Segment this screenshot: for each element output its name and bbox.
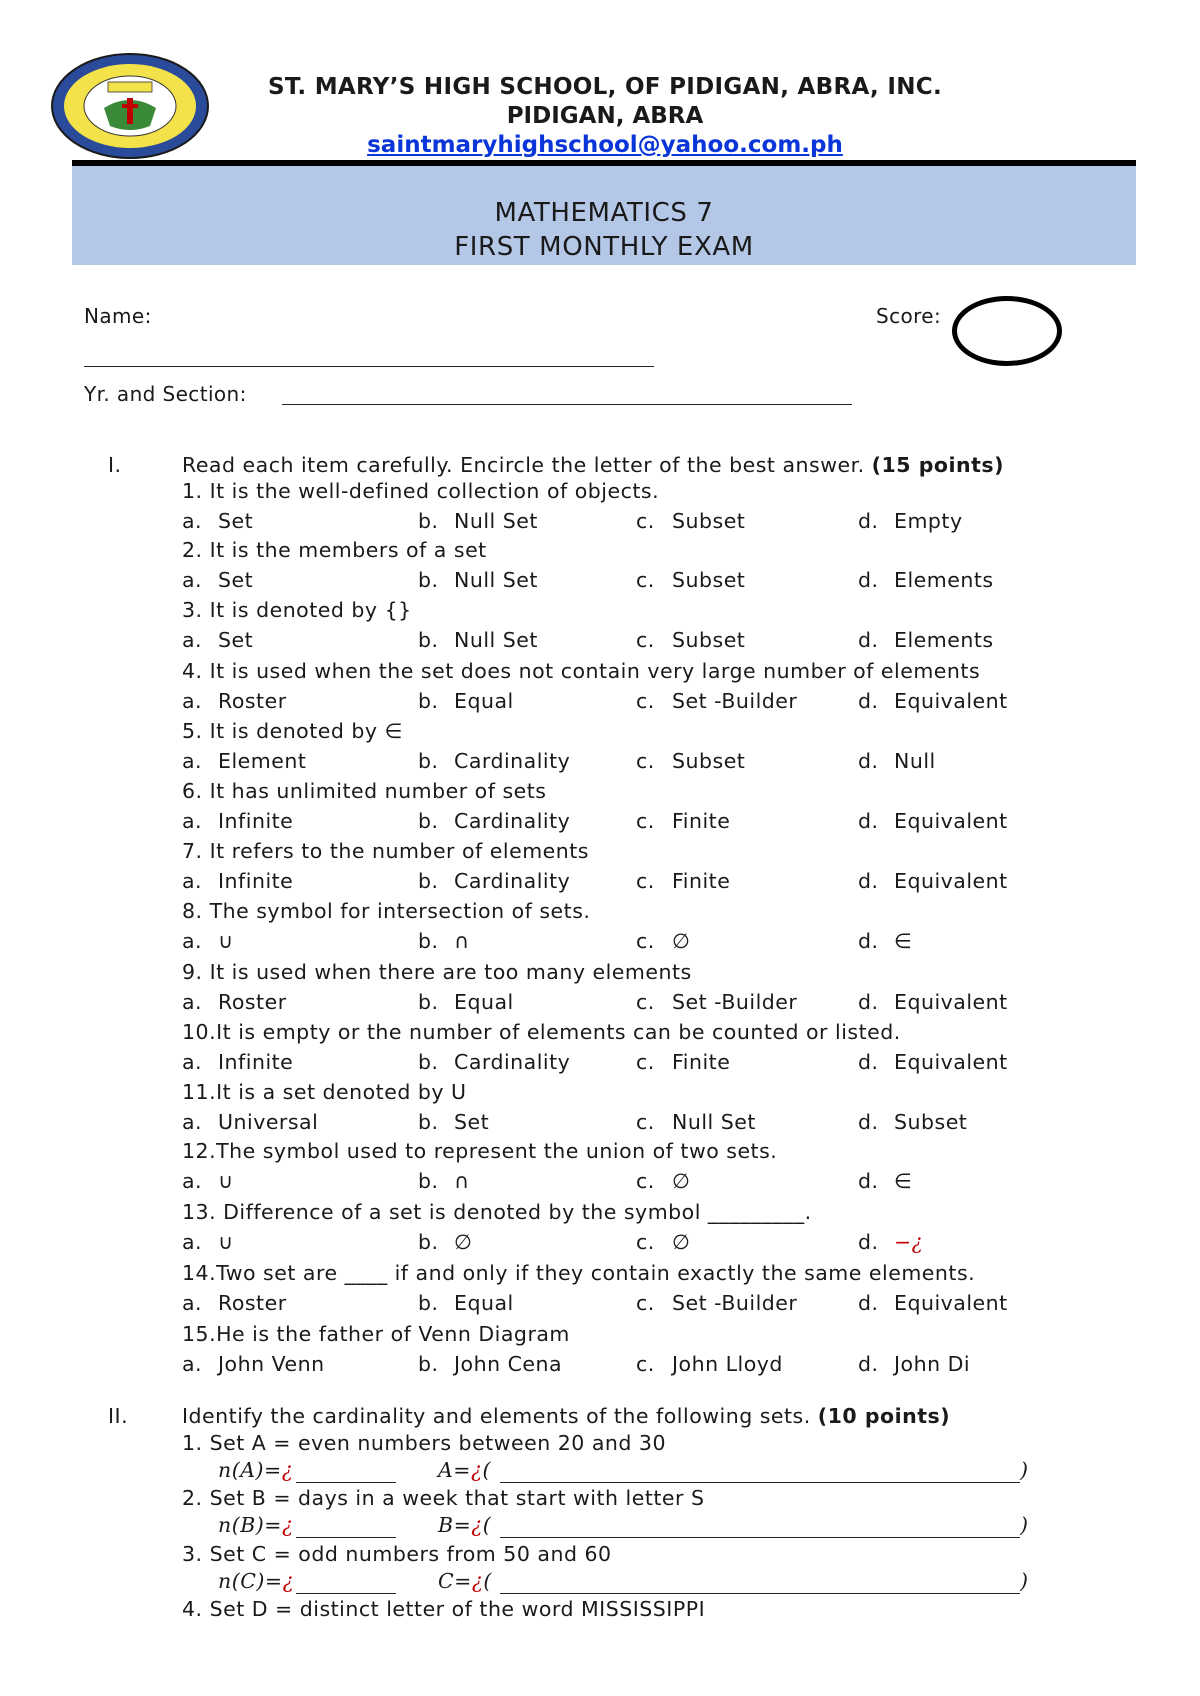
question-6-choice-d[interactable] (858, 809, 1008, 833)
part2-question-2: 2. Set B = days in a week that start with letter S (182, 1486, 705, 1510)
exam-title: FIRST MONTHLY EXAM (454, 232, 754, 262)
choice-letter: b. (418, 1230, 439, 1254)
open-paren: ( (482, 1458, 491, 1482)
question-7: 7. It refers to the number of elements (182, 839, 589, 863)
cardinality-blank[interactable] (296, 1537, 396, 1538)
cardinality-label: n(B)= (218, 1513, 282, 1537)
choice-text: ∩ (454, 929, 470, 953)
part2-numeral: II. (108, 1404, 129, 1428)
choice-text: Equal (454, 1291, 514, 1315)
cardinality-answer (218, 1513, 293, 1537)
question-9-choice-b[interactable] (418, 990, 514, 1014)
choice-text: −¿ (894, 1230, 924, 1254)
set-label: A= (438, 1458, 471, 1482)
set-label: C= (438, 1569, 472, 1593)
choice-text: Subset (672, 568, 746, 592)
question-6-choice-b[interactable] (418, 809, 570, 833)
choice-text: Equivalent (894, 990, 1008, 1014)
choice-letter: c. (636, 749, 655, 773)
question-8-choice-b[interactable] (418, 929, 470, 953)
name-field[interactable] (84, 366, 654, 367)
question-3-choice-b[interactable] (418, 628, 538, 652)
choice-letter: b. (418, 568, 439, 592)
choice-letter: d. (858, 749, 879, 773)
choice-letter: a. (182, 1291, 203, 1315)
choice-text: Set (218, 568, 254, 592)
choice-text: Set -Builder (672, 689, 798, 713)
choice-text: Equivalent (894, 1050, 1008, 1074)
choice-letter: c. (636, 1352, 655, 1376)
choice-letter: c. (636, 1050, 655, 1074)
choice-letter: c. (636, 809, 655, 833)
part2-question-4: 4. Set D = distinct letter of the word MISSISSIPPI (182, 1597, 706, 1621)
choice-letter: c. (636, 1291, 655, 1315)
question-2-choice-d[interactable] (858, 568, 994, 592)
question-15: 15.He is the father of Venn Diagram (182, 1322, 570, 1346)
part1-numeral: I. (108, 453, 122, 477)
choice-letter: b. (418, 1169, 439, 1193)
question-6-choice-a[interactable] (182, 809, 293, 833)
choice-text: Subset (672, 509, 746, 533)
question-4-choice-a[interactable] (182, 689, 287, 713)
missing-glyph: ¿ (281, 1513, 294, 1537)
choice-letter: c. (636, 929, 655, 953)
question-7-choice-c[interactable] (636, 869, 730, 893)
choice-text: Roster (218, 1291, 287, 1315)
choice-text: Cardinality (454, 809, 571, 833)
cardinality-label: n(A)= (218, 1458, 282, 1482)
cardinality-blank[interactable] (296, 1482, 396, 1483)
elements-blank[interactable] (500, 1593, 1020, 1594)
cardinality-answer (218, 1569, 294, 1593)
question-4-choice-b[interactable] (418, 689, 514, 713)
question-7-choice-d[interactable] (858, 869, 1008, 893)
question-2-choice-c[interactable] (636, 568, 745, 592)
choice-letter: b. (418, 869, 439, 893)
question-5-choice-d[interactable] (858, 749, 936, 773)
choice-text: Null (894, 749, 936, 773)
choice-letter: a. (182, 689, 203, 713)
question-12-choice-b[interactable] (418, 1169, 470, 1193)
choice-text: Infinite (218, 1050, 294, 1074)
choice-letter: c. (636, 509, 655, 533)
question-1: 1. It is the well-defined collection of objects. (182, 479, 660, 503)
question-15-choice-b[interactable] (418, 1352, 562, 1376)
choice-text: Finite (672, 809, 731, 833)
choice-text: ∈ (894, 1169, 913, 1193)
question-3-choice-a[interactable] (182, 628, 253, 652)
choice-text: Universal (218, 1110, 319, 1134)
question-13-choice-b[interactable] (418, 1230, 472, 1254)
choice-letter: b. (418, 1352, 439, 1376)
choice-text: ∅ (672, 1169, 691, 1193)
missing-glyph: ¿ (470, 1458, 483, 1482)
question-13-choice-c[interactable] (636, 1230, 690, 1254)
question-12: 12.The symbol used to represent the union of two sets. (182, 1139, 778, 1163)
choice-text: Null Set (672, 1110, 756, 1134)
elements-answer (438, 1569, 492, 1593)
choice-letter: a. (182, 1050, 203, 1074)
exam-title-band (72, 166, 1136, 265)
question-9-choice-d[interactable] (858, 990, 1008, 1014)
choice-text: John Lloyd (672, 1352, 783, 1376)
question-15-choice-a[interactable] (182, 1352, 325, 1376)
question-5-choice-c[interactable] (636, 749, 745, 773)
open-paren: ( (483, 1569, 492, 1593)
question-5-choice-b[interactable] (418, 749, 570, 773)
question-14-choice-a[interactable] (182, 1291, 287, 1315)
close-paren: ) (1020, 1569, 1029, 1593)
school-email-link[interactable]: saintmaryhighschool@yahoo.com.ph (367, 132, 843, 158)
question-13: 13. Difference of a set is denoted by the symbol _________. (182, 1200, 812, 1224)
choice-text: Finite (672, 1050, 731, 1074)
question-8-choice-c[interactable] (636, 929, 690, 953)
choice-letter: c. (636, 568, 655, 592)
choice-letter: a. (182, 929, 203, 953)
choice-letter: c. (636, 1169, 655, 1193)
question-5-choice-a[interactable] (182, 749, 306, 773)
choice-letter: d. (858, 1050, 879, 1074)
choice-letter: b. (418, 509, 439, 533)
elements-answer (438, 1513, 491, 1537)
question-14-choice-d[interactable] (858, 1291, 1008, 1315)
choice-text: Set -Builder (672, 990, 798, 1014)
question-10-choice-c[interactable] (636, 1050, 730, 1074)
choice-letter: b. (418, 628, 439, 652)
elements-answer (438, 1458, 491, 1482)
name-label: Name: (84, 304, 152, 328)
choice-text: ∅ (672, 1230, 691, 1254)
cardinality-answer (218, 1458, 293, 1482)
choice-letter: a. (182, 990, 203, 1014)
missing-glyph: ¿ (282, 1569, 295, 1593)
choice-letter: d. (858, 869, 879, 893)
school-town: PIDIGAN, ABRA (506, 103, 704, 129)
choice-text: Equivalent (894, 809, 1008, 833)
open-paren: ( (482, 1513, 492, 1537)
choice-letter: a. (182, 1230, 203, 1254)
question-2-choice-b[interactable] (418, 568, 538, 592)
question-1-choice-b[interactable] (418, 509, 538, 533)
missing-glyph: ¿ (281, 1458, 294, 1482)
choice-text: Set (218, 628, 254, 652)
choice-text: Cardinality (454, 1050, 571, 1074)
question-5: 5. It is denoted by ∈ (182, 719, 403, 743)
elements-blank[interactable] (500, 1482, 1020, 1483)
question-11-choice-d[interactable] (858, 1110, 967, 1134)
choice-letter: d. (858, 568, 879, 592)
question-6: 6. It has unlimited number of sets (182, 779, 547, 803)
choice-text: Equivalent (894, 869, 1008, 893)
school-seal-logo (50, 52, 210, 160)
choice-text: Element (218, 749, 307, 773)
question-11: 11.It is a set denoted by U (182, 1080, 467, 1104)
choice-letter: d. (858, 509, 879, 533)
question-15-choice-c[interactable] (636, 1352, 783, 1376)
choice-text: Equal (454, 990, 514, 1014)
question-8-choice-d[interactable] (858, 929, 912, 953)
question-14-choice-c[interactable] (636, 1291, 797, 1315)
cardinality-blank[interactable] (296, 1593, 396, 1594)
choice-text: John Cena (454, 1352, 563, 1376)
choice-letter: c. (636, 1230, 655, 1254)
choice-letter: b. (418, 1291, 439, 1315)
choice-text: ∅ (454, 1230, 473, 1254)
choice-text: Empty (894, 509, 963, 533)
choice-text: Subset (894, 1110, 968, 1134)
choice-text: John Venn (218, 1352, 325, 1376)
choice-letter: d. (858, 1230, 879, 1254)
question-9-choice-c[interactable] (636, 990, 797, 1014)
question-13-choice-d[interactable] (858, 1230, 923, 1254)
choice-letter: c. (636, 689, 655, 713)
question-10-choice-b[interactable] (418, 1050, 570, 1074)
choice-text: Set (454, 1110, 490, 1134)
choice-text: ∪ (218, 929, 234, 953)
choice-text: Equivalent (894, 1291, 1008, 1315)
score-label: Score: (876, 304, 942, 328)
choice-letter: b. (418, 990, 439, 1014)
question-12-choice-c[interactable] (636, 1169, 690, 1193)
question-3-choice-c[interactable] (636, 628, 745, 652)
choice-text: Elements (894, 568, 994, 592)
question-14: 14.Two set are ____ if and only if they contain exactly the same elements. (182, 1261, 976, 1285)
choice-text: Set (218, 509, 254, 533)
question-11-choice-c[interactable] (636, 1110, 756, 1134)
choice-text: Null Set (454, 509, 538, 533)
choice-letter: d. (858, 1291, 879, 1315)
close-paren: ) (1020, 1458, 1029, 1482)
question-3-choice-d[interactable] (858, 628, 994, 652)
choice-letter: d. (858, 1110, 879, 1134)
question-1-choice-c[interactable] (636, 509, 745, 533)
exam-subject: MATHEMATICS 7 (494, 198, 714, 228)
choice-text: Cardinality (454, 869, 571, 893)
missing-glyph: ¿ (471, 1513, 483, 1537)
choice-text: Null Set (454, 568, 538, 592)
question-8-choice-a[interactable] (182, 929, 234, 953)
section-field[interactable] (282, 404, 852, 405)
question-2-choice-a[interactable] (182, 568, 253, 592)
choice-letter: b. (418, 1050, 439, 1074)
choice-text: Subset (672, 749, 746, 773)
choice-text: ∈ (894, 929, 913, 953)
choice-letter: d. (858, 1169, 879, 1193)
choice-text: Infinite (218, 809, 294, 833)
question-1-choice-d[interactable] (858, 509, 963, 533)
question-1-choice-a[interactable] (182, 509, 253, 533)
question-13-choice-a[interactable] (182, 1230, 234, 1254)
question-7-choice-b[interactable] (418, 869, 570, 893)
question-10-choice-d[interactable] (858, 1050, 1008, 1074)
choice-text: John Di (894, 1352, 971, 1376)
question-7-choice-a[interactable] (182, 869, 293, 893)
part2-instruction: Identify the cardinality and elements of the following sets. (10 points) (182, 1404, 951, 1428)
choice-text: Subset (672, 628, 746, 652)
choice-letter: d. (858, 990, 879, 1014)
question-12-choice-a[interactable] (182, 1169, 234, 1193)
section-label: Yr. and Section: (84, 382, 247, 406)
close-paren: ) (1020, 1513, 1029, 1537)
choice-text: Equal (454, 689, 514, 713)
school-name: ST. MARY’S HIGH SCHOOL, OF PIDIGAN, ABRA, INC. (268, 74, 942, 100)
question-4-choice-d[interactable] (858, 689, 1008, 713)
question-10: 10.It is empty or the number of elements can be counted or listed. (182, 1020, 901, 1044)
choice-letter: a. (182, 749, 203, 773)
choice-text: Null Set (454, 628, 538, 652)
choice-text: ∅ (672, 929, 691, 953)
choice-text: Set -Builder (672, 1291, 798, 1315)
choice-text: Cardinality (454, 749, 571, 773)
choice-text: Roster (218, 689, 287, 713)
choice-letter: d. (858, 689, 879, 713)
choice-letter: b. (418, 1110, 439, 1134)
question-14-choice-b[interactable] (418, 1291, 514, 1315)
score-field-oval[interactable] (952, 296, 1062, 366)
choice-letter: c. (636, 628, 655, 652)
part1-instruction: Read each item carefully. Encircle the letter of the best answer. (15 points) (182, 453, 1004, 477)
question-15-choice-d[interactable] (858, 1352, 970, 1376)
choice-text: ∪ (218, 1230, 234, 1254)
choice-letter: b. (418, 689, 439, 713)
question-9: 9. It is used when there are too many elements (182, 960, 692, 984)
choice-letter: c. (636, 990, 655, 1014)
question-4-choice-c[interactable] (636, 689, 797, 713)
choice-letter: a. (182, 869, 203, 893)
question-11-choice-b[interactable] (418, 1110, 489, 1134)
question-10-choice-a[interactable] (182, 1050, 293, 1074)
choice-letter: c. (636, 1110, 655, 1134)
choice-text: ∩ (454, 1169, 470, 1193)
choice-letter: c. (636, 869, 655, 893)
choice-text: ∪ (218, 1169, 234, 1193)
elements-blank[interactable] (500, 1537, 1020, 1538)
question-12-choice-d[interactable] (858, 1169, 912, 1193)
choice-text: Finite (672, 869, 731, 893)
question-6-choice-c[interactable] (636, 809, 730, 833)
choice-letter: d. (858, 929, 879, 953)
question-4: 4. It is used when the set does not contain very large number of elements (182, 659, 981, 683)
question-11-choice-a[interactable] (182, 1110, 318, 1134)
question-2: 2. It is the members of a set (182, 538, 487, 562)
choice-letter: a. (182, 1110, 203, 1134)
cardinality-label: n(C)= (218, 1569, 283, 1593)
choice-letter: a. (182, 509, 203, 533)
choice-letter: a. (182, 568, 203, 592)
choice-text: Elements (894, 628, 994, 652)
missing-glyph: ¿ (471, 1569, 484, 1593)
choice-letter: a. (182, 809, 203, 833)
question-3: 3. It is denoted by {} (182, 598, 412, 622)
choice-letter: a. (182, 628, 203, 652)
question-9-choice-a[interactable] (182, 990, 287, 1014)
choice-letter: b. (418, 749, 439, 773)
choice-letter: a. (182, 1352, 203, 1376)
choice-letter: d. (858, 1352, 879, 1376)
question-8: 8. The symbol for intersection of sets. (182, 899, 591, 923)
part2-question-1: 1. Set A = even numbers between 20 and 30 (182, 1431, 666, 1455)
choice-letter: a. (182, 1169, 203, 1193)
choice-letter: b. (418, 809, 439, 833)
choice-letter: d. (858, 628, 879, 652)
part2-question-3: 3. Set C = odd numbers from 50 and 60 (182, 1542, 612, 1566)
choice-text: Infinite (218, 869, 294, 893)
choice-text: Roster (218, 990, 287, 1014)
choice-letter: b. (418, 929, 439, 953)
choice-text: Equivalent (894, 689, 1008, 713)
set-label: B= (438, 1513, 472, 1537)
choice-letter: d. (858, 809, 879, 833)
